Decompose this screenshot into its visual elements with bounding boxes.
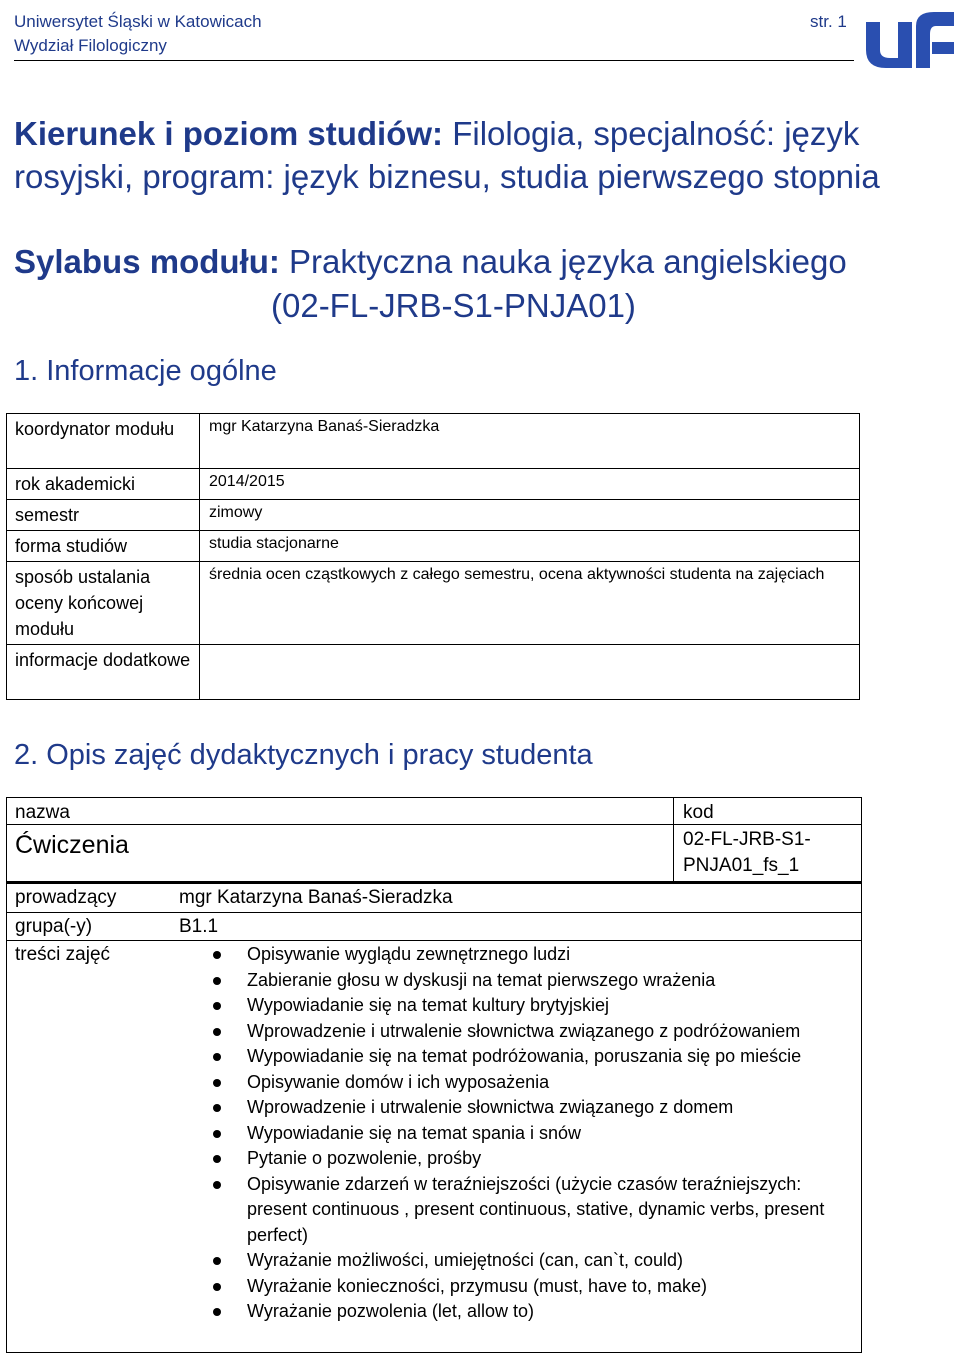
list-item: Wyrażanie konieczności, przymusu (must, have to, make) (203, 1274, 851, 1300)
bullet-dot-icon (213, 1053, 221, 1061)
course-name-label: nazwa (15, 802, 70, 823)
bullet-dot-icon (213, 1079, 221, 1087)
bullet-dot-icon (213, 1283, 221, 1291)
list-item: Wprowadzenie i utrwalenie słownictwa związanego z podróżowaniem (203, 1019, 851, 1045)
table-row (7, 414, 860, 469)
instructor-value: mgr Katarzyna Banaś-Sieradzka (179, 887, 453, 908)
bullet-dot-icon (213, 1155, 221, 1163)
course-name-value: Ćwiczenia (15, 831, 129, 859)
row-key: semestr (7, 500, 200, 531)
header-university: Uniwersytet Śląski w Katowicach (14, 12, 262, 31)
instructor-row (7, 884, 861, 913)
bullet-dot-icon (213, 1028, 221, 1036)
row-key: informacje dodatkowe (7, 645, 200, 700)
group-row (7, 913, 861, 941)
list-item: Opisywanie wyglądu zewnętrznego ludzi (203, 942, 851, 968)
table-row (7, 531, 860, 562)
bullet-dot-icon (213, 1130, 221, 1138)
content-label: treści zajęć (15, 944, 111, 965)
course-description-table (6, 797, 862, 1353)
divider (674, 824, 862, 825)
syllabus-label: Sylabus modułu: (14, 243, 280, 280)
university-logo-icon (862, 6, 956, 72)
group-value: B1.1 (179, 916, 219, 937)
bullet-dot-icon (213, 1104, 221, 1112)
bullet-dot-icon (213, 977, 221, 985)
header-divider (14, 60, 854, 61)
list-item: Wyrażanie pozwolenia (let, allow to) (203, 1299, 851, 1325)
row-value (200, 645, 860, 700)
list-item: Pytanie o pozwolenie, prośby (203, 1146, 851, 1172)
list-item: Wypowiadanie się na temat spania i snów (203, 1121, 851, 1147)
list-item: Wypowiadanie się na temat kultury brytyjskiej (203, 993, 851, 1019)
content-list (203, 942, 851, 1325)
field-of-study-title (14, 112, 944, 198)
row-value: mgr Katarzyna Banaś-Sieradzka (200, 414, 860, 469)
bullet-dot-icon (213, 951, 221, 959)
header-faculty: Wydział Filologiczny (14, 36, 167, 55)
course-code-block (673, 798, 862, 881)
section-2-heading: 2. Opis zajęć dydaktycznych i pracy studenta (14, 739, 593, 771)
table-row (7, 500, 860, 531)
bullet-dot-icon (213, 1181, 221, 1189)
divider (7, 824, 673, 825)
course-name-block (7, 798, 861, 884)
course-code-value: 02-FL-JRB-S1-PNJA01_fs_1 (683, 829, 811, 876)
field-of-study-value: Filologia, specjalność: język rosyjski, program: język biznesu, studia pierwszego stopnia (14, 115, 880, 195)
row-value: średnia ocen cząstkowych z całego semestru, ocena aktywności studenta na zajęciach (200, 562, 860, 645)
row-value: 2014/2015 (200, 469, 860, 500)
instructor-label: prowadzący (15, 887, 117, 908)
syllabus-code: (02-FL-JRB-S1-PNJA01) (271, 287, 636, 324)
row-value: studia stacjonarne (200, 531, 860, 562)
list-item: Wprowadzenie i utrwalenie słownictwa związanego z domem (203, 1095, 851, 1121)
row-key: forma studiów (7, 531, 200, 562)
table-row (7, 469, 860, 500)
row-key: koordynator modułu (7, 414, 200, 469)
course-content-row (7, 941, 861, 1352)
header-page-number: str. 1 (810, 12, 847, 31)
list-item: Wyrażanie możliwości, umiejętności (can, can`t, could) (203, 1248, 851, 1274)
list-item: Zabieranie głosu w dyskusji na temat pierwszego wrażenia (203, 968, 851, 994)
row-key: sposób ustalania oceny końcowej modułu (7, 562, 200, 645)
bullet-dot-icon (213, 1308, 221, 1316)
bullet-dot-icon (213, 1002, 221, 1010)
field-of-study-label: Kierunek i poziom studiów: (14, 115, 444, 152)
row-key: rok akademicki (7, 469, 200, 500)
table-row (7, 562, 860, 645)
group-label: grupa(-y) (15, 916, 93, 937)
header-university-block (14, 10, 262, 58)
list-item: Opisywanie zdarzeń w teraźniejszości (użycie czasów teraźniejszych: present continuous , present continuous, stative, dynamic verbs, present perfect) (203, 1172, 851, 1249)
row-value: zimowy (200, 500, 860, 531)
list-item: Opisywanie domów i ich wyposażenia (203, 1070, 851, 1096)
course-code-label: kod (683, 802, 714, 823)
section-1-heading: 1. Informacje ogólne (14, 355, 277, 387)
table-row (7, 645, 860, 700)
general-info-table (6, 413, 860, 700)
syllabus-title (14, 240, 847, 283)
list-item: Wypowiadanie się na temat podróżowania, poruszania się po mieście (203, 1044, 851, 1070)
syllabus-value: Praktyczna nauka języka angielskiego (289, 243, 847, 280)
bullet-dot-icon (213, 1257, 221, 1265)
